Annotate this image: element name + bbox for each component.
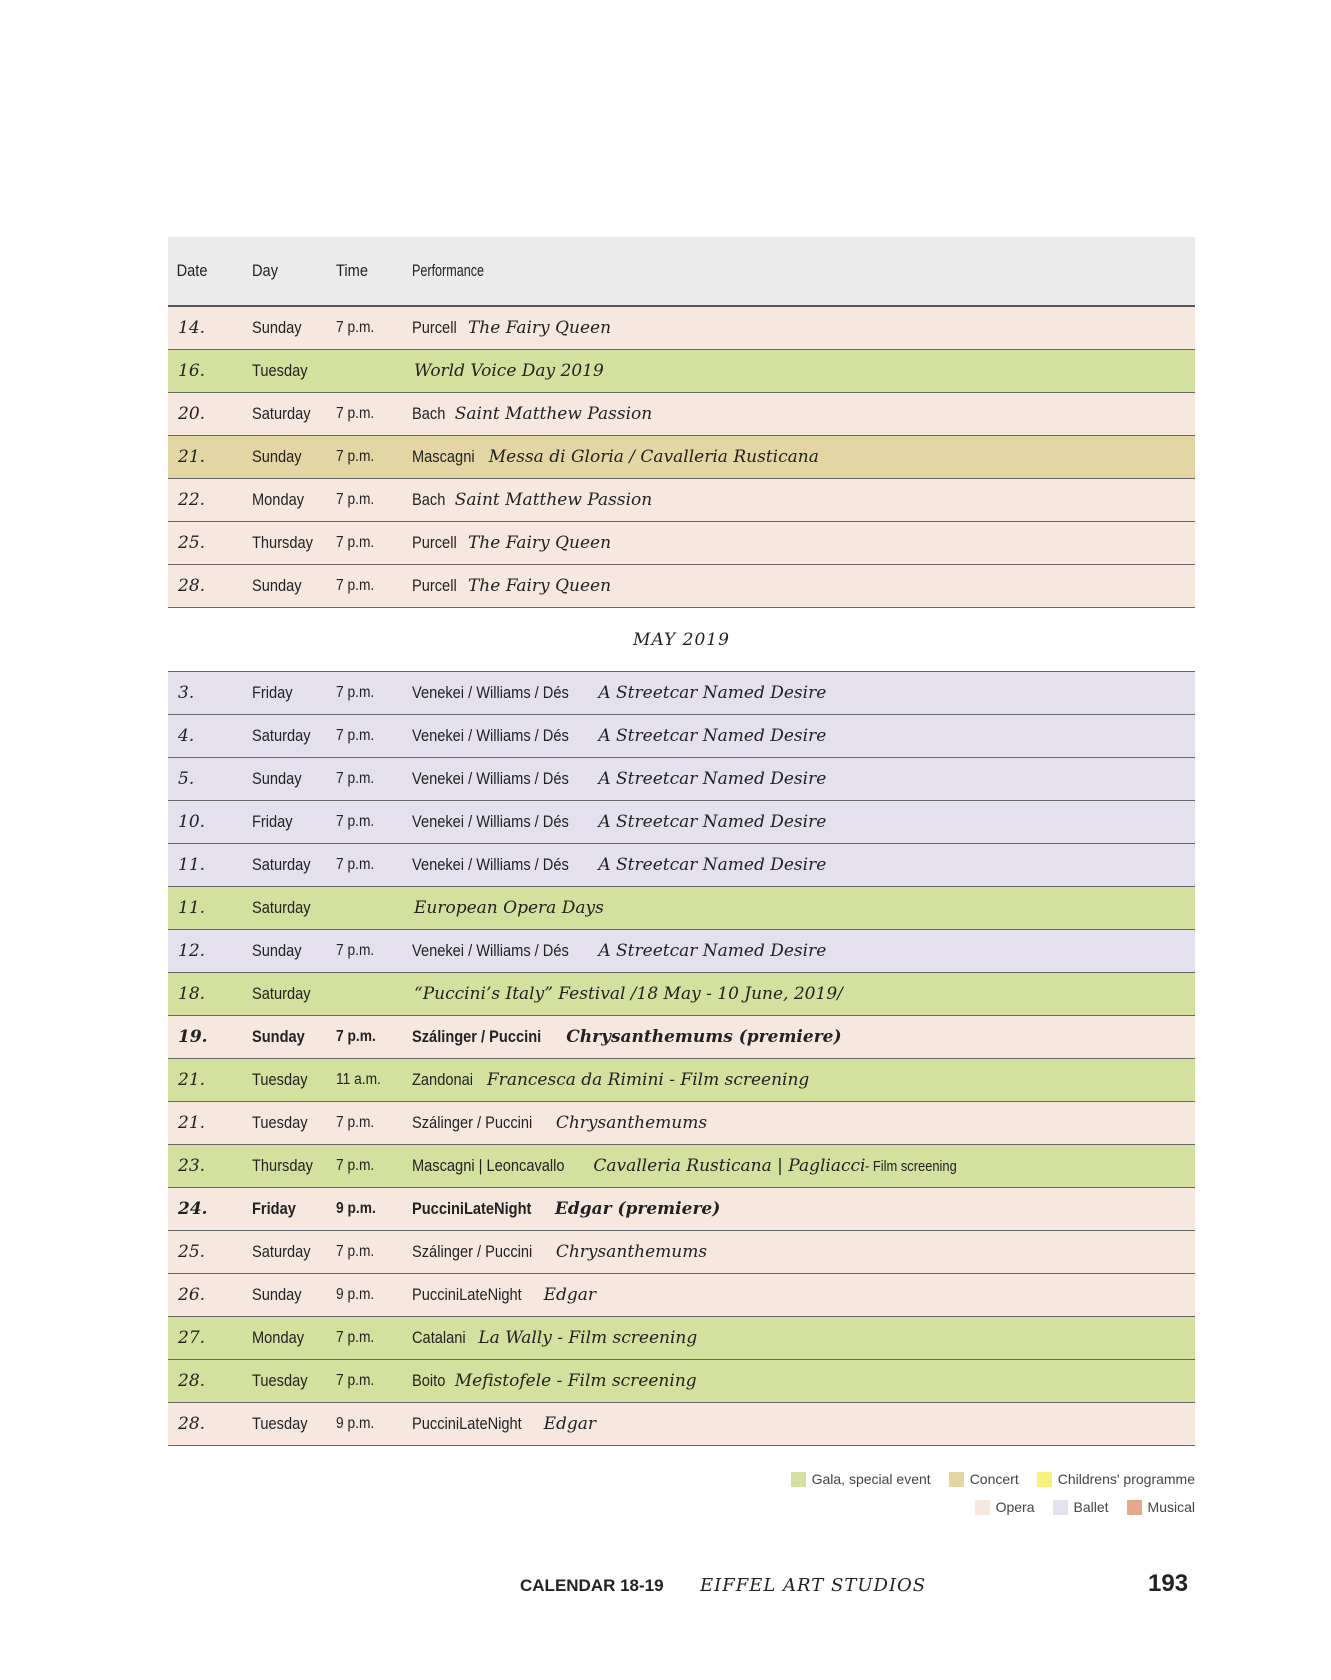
row-time: 9 p.m. [336,1200,376,1217]
row-performance [412,855,1195,875]
table-row [168,1145,1195,1188]
legend-label: Concert [969,1471,1019,1487]
row-time: 7 p.m. [336,1157,375,1174]
row-composer: Mascagni [412,447,475,466]
legend-line [735,1499,1195,1515]
header-time: Time [336,261,368,280]
row-title: World Voice Day 2019 [414,361,604,381]
may-rows [168,672,1195,1446]
header-day: Day [252,261,279,280]
row-date: 23. [178,1156,206,1176]
row-performance [412,533,1195,553]
row-title: A Streetcar Named Desire [598,683,827,703]
row-composer: Purcell [412,318,457,337]
row-composer: Bach [412,404,446,423]
row-composer: Venekei / Williams / Dés [412,812,569,831]
footer-studio-name: EIFFEL ART STUDIOS [700,1575,927,1596]
row-title: Mefistofele - Film screening [454,1371,697,1391]
row-title: European Opera Days [414,898,604,918]
row-title: The Fairy Queen [467,576,612,596]
row-day: Saturday [252,404,311,423]
row-title: A Streetcar Named Desire [598,812,827,832]
row-performance [412,404,1195,424]
row-date: 21. [178,447,206,467]
row-performance [412,1328,1195,1348]
row-composer: Catalani [412,1328,466,1347]
april-rows [168,307,1195,608]
row-day: Tuesday [252,361,308,380]
row-performance [412,1027,1195,1047]
row-composer: Szálinger / Puccini [412,1113,533,1132]
table-row [168,758,1195,801]
legend-label: Musical [1147,1499,1195,1515]
row-time: 7 p.m. [336,1028,376,1045]
row-title-suffix: - Film screening [865,1158,958,1175]
row-title: Edgar (premiere) [554,1199,721,1219]
header-date: Date [176,261,208,280]
row-title: Saint Matthew Passion [454,404,653,424]
row-title: La Wally - Film screening [478,1328,698,1348]
legend-swatch [949,1472,964,1487]
row-time: 11 a.m. [336,1071,381,1088]
row-day: Thursday [252,1156,313,1175]
row-date: 3. [178,683,195,703]
row-day: Monday [252,1328,305,1347]
row-composer: Mascagni | Leoncavallo [412,1156,565,1175]
row-time: 7 p.m. [336,319,375,336]
header-performance: Performance [412,261,484,280]
row-composer: PucciniLateNight [412,1285,522,1304]
row-composer: Venekei / Williams / Dés [412,941,569,960]
legend-swatch [791,1472,806,1487]
legend-item [975,1499,1035,1515]
table-row [168,1360,1195,1403]
row-day: Sunday [252,318,302,337]
row-day: Friday [252,683,293,702]
row-day: Sunday [252,447,302,466]
row-day: Saturday [252,984,311,1003]
row-day: Tuesday [252,1070,308,1089]
row-date: 26. [178,1285,206,1305]
row-performance [412,984,1195,1004]
row-composer: Venekei / Williams / Dés [412,769,569,788]
row-performance [412,447,1195,467]
legend-label: Childrens' programme [1057,1471,1195,1487]
row-performance [412,318,1195,338]
row-composer: Venekei / Williams / Dés [412,726,569,745]
row-title: A Streetcar Named Desire [598,726,827,746]
row-title: The Fairy Queen [467,318,612,338]
legend-label: Gala, special event [811,1471,931,1487]
table-row [168,479,1195,522]
row-title: A Streetcar Named Desire [598,855,827,875]
legend-item [949,1471,1019,1487]
row-time: 7 p.m. [336,577,375,594]
table-row [168,1231,1195,1274]
row-date: 25. [178,533,206,553]
table-row [168,350,1195,393]
table-row [168,1274,1195,1317]
legend-label: Opera [995,1499,1035,1515]
row-date: 12. [178,941,206,961]
table-row [168,436,1195,479]
legend-swatch [1127,1500,1142,1515]
row-composer: Venekei / Williams / Dés [412,683,569,702]
row-date: 25. [178,1242,206,1262]
row-day: Sunday [252,1285,302,1304]
row-time: 9 p.m. [336,1286,375,1303]
row-performance [412,361,1195,381]
row-date: 21. [178,1113,206,1133]
row-date: 10. [178,812,206,832]
row-performance [412,941,1195,961]
row-title: A Streetcar Named Desire [598,941,827,961]
row-performance [412,726,1195,746]
table-row [168,844,1195,887]
row-performance [412,812,1195,832]
legend-swatch [1037,1472,1052,1487]
table-row [168,715,1195,758]
row-day: Sunday [252,576,302,595]
legend-item [1037,1471,1195,1487]
row-title: Edgar [543,1414,597,1434]
schedule-table [168,237,1195,1446]
row-performance [412,769,1195,789]
row-day: Friday [252,1199,296,1218]
table-row [168,565,1195,608]
row-performance [412,1070,1195,1090]
row-date: 24. [178,1199,208,1219]
page-footer [0,1566,1331,1606]
row-title: A Streetcar Named Desire [598,769,827,789]
row-time: 9 p.m. [336,1415,375,1432]
row-time: 7 p.m. [336,1243,375,1260]
row-performance [412,1199,1195,1219]
legend [735,1471,1195,1527]
row-date: 22. [178,490,206,510]
table-row [168,1059,1195,1102]
row-composer: PucciniLateNight [412,1414,522,1433]
row-date: 28. [178,1414,206,1434]
row-title: Francesca da Rimini - Film screening [486,1070,810,1090]
row-time: 7 p.m. [336,1372,375,1389]
row-performance [412,1113,1195,1133]
row-performance [412,1242,1195,1262]
legend-item [1127,1499,1195,1515]
row-time: 7 p.m. [336,942,375,959]
row-day: Tuesday [252,1113,308,1132]
row-composer: Purcell [412,533,457,552]
row-time: 7 p.m. [336,405,375,422]
row-title: Chrysanthemums [555,1113,708,1133]
row-date: 19. [178,1027,208,1047]
table-row [168,801,1195,844]
row-composer: PucciniLateNight [412,1199,532,1218]
row-title: Cavalleria Rusticana | Pagliacci [593,1156,866,1176]
table-row [168,393,1195,436]
legend-label: Ballet [1073,1499,1109,1515]
footer-calendar-label: CALENDAR 18-19 [520,1576,664,1595]
row-day: Sunday [252,1027,305,1046]
row-date: 14. [178,318,206,338]
row-day: Tuesday [252,1371,308,1390]
table-row [168,307,1195,350]
legend-line [735,1471,1195,1487]
row-composer: Purcell [412,576,457,595]
row-date: 20. [178,404,206,424]
row-day: Monday [252,490,305,509]
row-time: 7 p.m. [336,1329,375,1346]
row-title: “Puccini’s Italy” Festival /18 May - 10 June, 2019/ [414,984,843,1004]
row-date: 5. [178,769,195,789]
row-title: Edgar [543,1285,597,1305]
row-title: Saint Matthew Passion [454,490,653,510]
table-row [168,973,1195,1016]
table-row [168,522,1195,565]
table-row [168,1317,1195,1360]
row-date: 11. [178,898,206,918]
month-heading: MAY 2019 [168,608,1195,672]
row-performance [412,1371,1195,1391]
table-row [168,1016,1195,1059]
row-composer: Venekei / Williams / Dés [412,855,569,874]
row-date: 28. [178,576,206,596]
row-day: Sunday [252,941,302,960]
legend-swatch [975,1500,990,1515]
row-date: 21. [178,1070,206,1090]
row-performance [412,576,1195,596]
table-header [168,237,1195,307]
table-row [168,1403,1195,1446]
legend-swatch [1053,1500,1068,1515]
row-day: Saturday [252,1242,311,1261]
row-date: 18. [178,984,206,1004]
row-time: 7 p.m. [336,1114,375,1131]
row-composer: Boito [412,1371,446,1390]
table-row [168,1102,1195,1145]
row-time: 7 p.m. [336,448,375,465]
row-performance [412,898,1195,918]
row-title: Chrysanthemums (premiere) [566,1027,842,1047]
row-date: 4. [178,726,195,746]
row-day: Saturday [252,726,311,745]
row-day: Saturday [252,898,311,917]
row-day: Sunday [252,769,302,788]
row-time: 7 p.m. [336,684,375,701]
row-time: 7 p.m. [336,727,375,744]
row-time: 7 p.m. [336,534,375,551]
row-composer: Szálinger / Puccini [412,1027,542,1046]
row-time: 7 p.m. [336,770,375,787]
row-title: Messa di Gloria / Cavalleria Rusticana [488,447,819,467]
row-performance [412,1285,1195,1305]
table-row [168,930,1195,973]
row-day: Thursday [252,533,313,552]
table-row [168,1188,1195,1231]
page-number: 193 [1148,1570,1189,1597]
row-time: 7 p.m. [336,491,375,508]
row-performance [412,490,1195,510]
row-title: Chrysanthemums [555,1242,708,1262]
row-performance [412,1156,1195,1176]
legend-item [791,1471,931,1487]
row-performance [412,683,1195,703]
row-time: 7 p.m. [336,813,375,830]
row-date: 28. [178,1371,206,1391]
legend-item [1053,1499,1109,1515]
row-composer: Szálinger / Puccini [412,1242,533,1261]
row-day: Friday [252,812,293,831]
row-day: Tuesday [252,1414,308,1433]
row-composer: Zandonai [412,1070,473,1089]
table-row [168,672,1195,715]
row-time: 7 p.m. [336,856,375,873]
table-row [168,887,1195,930]
row-date: 27. [178,1328,206,1348]
row-date: 11. [178,855,206,875]
row-title: The Fairy Queen [467,533,612,553]
row-date: 16. [178,361,206,381]
row-day: Saturday [252,855,311,874]
row-composer: Bach [412,490,446,509]
row-performance [412,1414,1195,1434]
